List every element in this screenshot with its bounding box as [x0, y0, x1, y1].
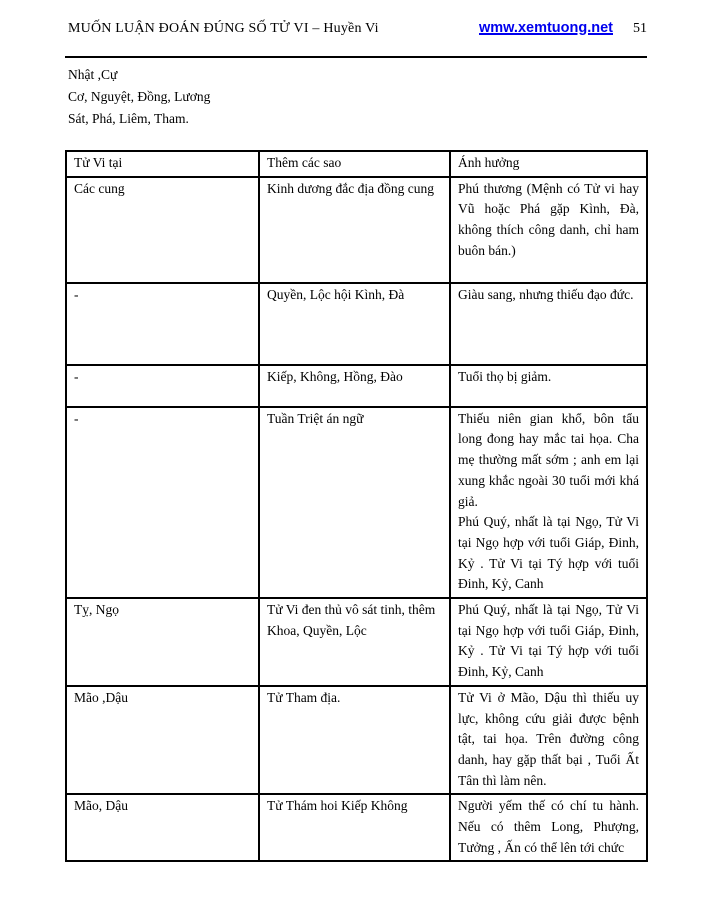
- table-header-position: Tử Vi tại: [66, 151, 259, 177]
- intro-text: [68, 64, 210, 130]
- position-cell: Các cung: [66, 177, 259, 283]
- stars-cell: Tử Tham địa.: [259, 686, 450, 795]
- tuvi-table: [65, 150, 648, 862]
- table-row: [66, 794, 647, 861]
- table-row: [66, 177, 647, 283]
- position-cell: -: [66, 283, 259, 365]
- intro-line: Sát, Phá, Liêm, Tham.: [68, 111, 189, 126]
- table-row: [66, 407, 647, 598]
- header-divider: [65, 56, 647, 58]
- stars-cell: Kiếp, Không, Hồng, Đào: [259, 365, 450, 407]
- effects-paragraph: Phú Quý, nhất là tại Ngọ, Tử Vi tại Ngọ hợp với tuổi Giáp, Đinh, Kỷ . Tử Vi tại Tý hợp với tuổi Đinh, Kỷ, Canh: [458, 514, 639, 592]
- position-cell: -: [66, 365, 259, 407]
- stars-cell: Tuần Triệt án ngữ: [259, 407, 450, 598]
- position-cell: Mão ,Dậu: [66, 686, 259, 795]
- effects-cell: [450, 794, 647, 861]
- effects-paragraph: Giàu sang, nhưng thiếu đạo đức.: [458, 286, 634, 302]
- table-row: [66, 686, 647, 795]
- table-header-stars: Thêm các sao: [259, 151, 450, 177]
- effects-cell: [450, 407, 647, 598]
- effects-cell: [450, 598, 647, 686]
- effects-paragraph: Thiếu niên gian khổ, bôn tẩu long đong hay mắc tai họa. Cha mẹ thường mất sớm ; anh em lại xung khắc ngoài 30 tuổi mới khá giả.: [458, 410, 639, 509]
- effects-paragraph: Tử Vi ở Mão, Dậu thì thiếu uy lực, không cứu giải được bệnh tật, tai họa. Trên đường công danh, hay gặp thất bại , Tuổi Ất Tân thì làm nên.: [458, 689, 639, 788]
- effects-cell: [450, 686, 647, 795]
- intro-line: Nhật ,Cự: [68, 67, 118, 82]
- page-header: [68, 20, 647, 37]
- stars-cell: Quyền, Lộc hội Kình, Đà: [259, 283, 450, 365]
- table-row: [66, 283, 647, 365]
- effects-paragraph: Tuổi thọ bị giảm.: [458, 368, 552, 384]
- effects-paragraph: Người yếm thế có chí tu hành. Nếu có thêm Long, Phượng, Tưởng , Ấn có thể lên tới chức: [458, 798, 639, 855]
- effects-paragraph: Phú Quý, nhất là tại Ngọ, Tử Vi tại Ngọ hợp với tuổi Giáp, Đinh, Kỷ . Tử Vi tại Tý hợp với tuổi Đinh, Kỷ, Canh: [458, 602, 639, 680]
- website-link[interactable]: wmw.xemtuong.net: [479, 20, 613, 36]
- stars-cell: Tử Thám hoi Kiếp Không: [259, 794, 450, 861]
- table-header-effects: Ánh hưởng: [450, 151, 647, 177]
- table-row: [66, 365, 647, 407]
- effects-cell: [450, 365, 647, 407]
- position-cell: Mão, Dậu: [66, 794, 259, 861]
- position-cell: Tỵ, Ngọ: [66, 598, 259, 686]
- book-title: MUỐN LUẬN ĐOÁN ĐÚNG SỐ TỬ VI – Huyền Vi: [68, 21, 379, 36]
- header-right-group: [479, 20, 647, 37]
- effects-paragraph: Phú thương (Mệnh có Tử vi hay Vũ hoặc Phá gặp Kình, Đà, không thích công danh, chỉ ham buôn bán.): [458, 180, 639, 258]
- page-number: 51: [633, 21, 647, 36]
- effects-cell: [450, 283, 647, 365]
- stars-cell: Kinh dương đắc địa đồng cung: [259, 177, 450, 283]
- effects-cell: [450, 177, 647, 283]
- table-header-row: [66, 151, 647, 177]
- stars-cell: Tử Vi đen thủ vô sát tinh, thêm Khoa, Quyền, Lộc: [259, 598, 450, 686]
- intro-line: Cơ, Nguyệt, Đồng, Lương: [68, 89, 211, 104]
- position-cell: -: [66, 407, 259, 598]
- table-row: [66, 598, 647, 686]
